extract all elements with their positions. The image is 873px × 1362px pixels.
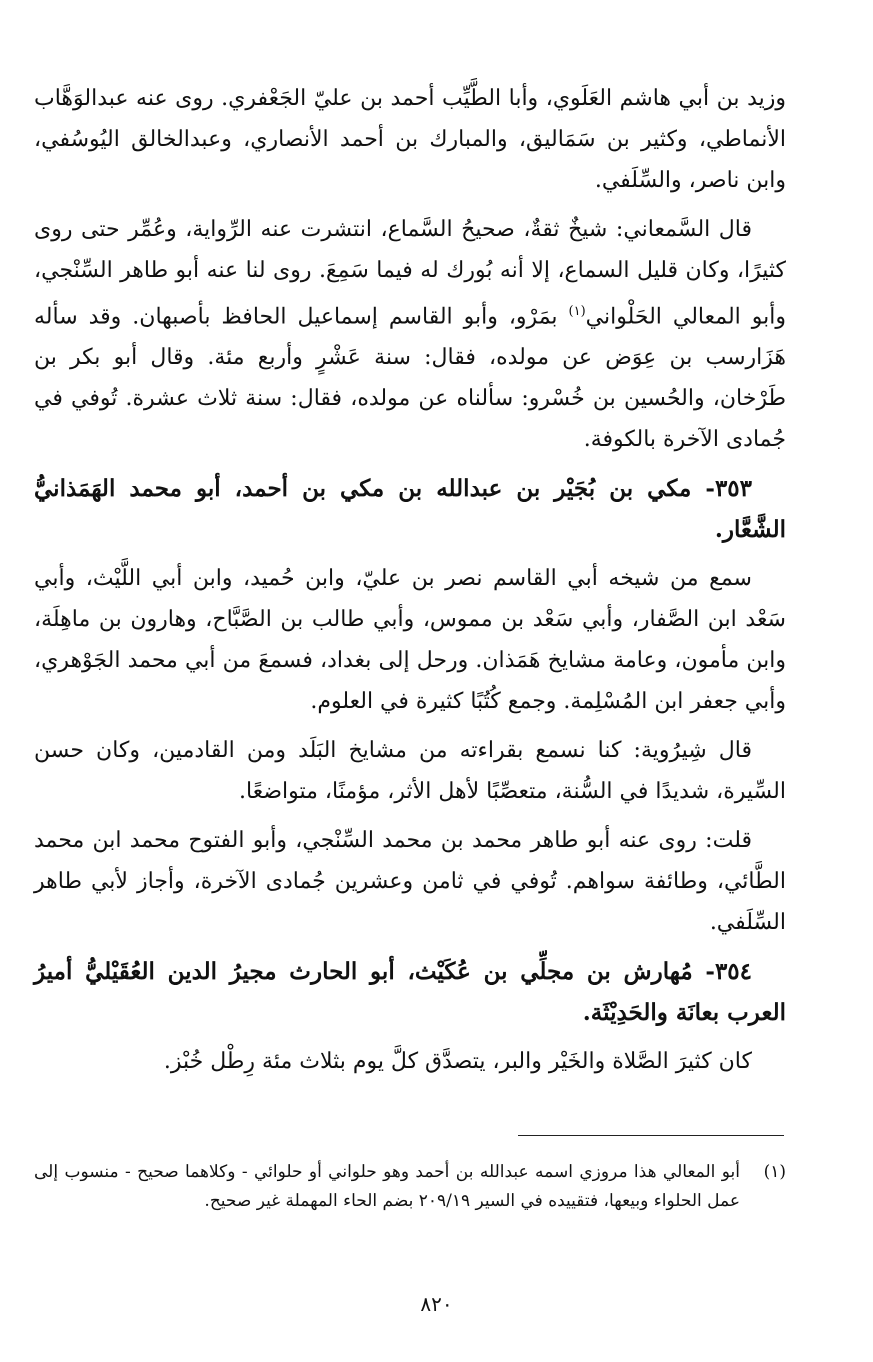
paragraph-2 [34, 209, 786, 460]
paragraph-1: وزيد بن أبي هاشم العَلَوي، وأبا الطَّيِّب أحمد بن عليّ الجَعْفري. روى عنه عبدالوَهَّاب الأنماطي، وكثير بن سَمَاليق، والمبارك بن أحمد الأنصاري، وعبدالخالق اليُوسُفي، وابن ناصر، والسِّلَفي. [34, 86, 786, 193]
main-text [34, 78, 786, 1090]
paragraph-6: كان كثيرَ الصَّلاة والخَيْر والبر، يتصدَّق كلَّ يوم بثلاث مئة رِطْل خُبْز. [163, 1049, 752, 1075]
paragraph-5: قلت: روى عنه أبو طاهر محمد بن محمد السِّنْجي، وأبو الفتوح محمد ابن محمد الطَّائي، وطائفة سواهم. تُوفي في ثامن وعشرين جُمادى الآخرة، وأجاز لأبي طاهر السِّلَفي. [34, 828, 786, 936]
paragraph-2-text-a: قال السَّمعاني: شيخٌ ثقةٌ، صحيحُ السَّماع، انتشرت عنه الرِّواية، وعُمِّر حتى روى كثيرًا، وكان قليل السماع، إلا أنه بُورك له فيما سَمِعَ. روى لنا عنه أبو طاهر السِّنْجي، وأبو المعالي الحَلْواني [34, 217, 786, 330]
entry-354-heading: ٣٥٤- مُهارش بن مجلِّي بن عُكَيْث، أبو الحارث مجيرُ الدين العُقَيْليُّ أميرُ العرب بعانَة والحَدِيْثَة. [34, 958, 786, 1027]
page-number: ٨٢٠ [420, 1292, 453, 1316]
paragraph-3: سمع من شيخه أبي القاسم نصر بن عليّ، وابن حُميد، وابن أبي اللَّيْث، وأبي سَعْد ابن الصَّفار، وأبي سَعْد بن مموس، وأبي طالب بن الصَّبَّاح، وهارون بن ماهِلَة، وابن مأمون، وعامة مشايخ هَمَذان. ورحل إلى بغداد، فسمعَ من أبي محمد الجَوْهري، وأبي جعفر ابن المُسْلِمة. وجمع كُتُبًا كثيرة في العلوم. [34, 566, 786, 715]
footnote-text: أبو المعالي هذا مروزي اسمه عبدالله بن أحمد وهو حلواني أو حلوائي - وكلاهما صحيح - منسوب إلى عمل الحلواء وبيعها، فتقييده في السير ٢٠٩/١٩ بضم الحاء المهملة غير صحيح. [34, 1162, 740, 1211]
footnote-mark: (١) [763, 1162, 786, 1182]
footnote-divider [518, 1135, 784, 1136]
footnote [34, 1158, 786, 1216]
footnote-reference[interactable]: (١) [568, 304, 586, 319]
paragraph-2-text-b: بمَرْو، وأبو القاسم إسماعيل الحافظ بأصبهان. وقد سأله هَزَارسب بن عِوَض عن مولده، فقال: سنة عَشْرٍ وأربع مئة. وقال أبو بكر بن طَرْخان، والحُسين بن خُسْرو: سألناه عن مولده، فقال: سنة ثلاث عشرة. تُوفي في جُمادى الآخرة بالكوفة. [34, 304, 786, 453]
entry-353-heading: ٣٥٣- مكي بن بُجَيْر بن عبدالله بن مكي بن أحمد، أبو محمد الهَمَذانيُّ الشَّعَّار. [34, 475, 786, 544]
paragraph-4: قال شِيرُوية: كنا نسمع بقراءته من مشايخ البَلَد ومن القادمين، وكان حسن السِّيرة، شديدًا في السُّنة، متعصِّبًا لأهل الأثر، مؤمنًا، متواضعًا. [34, 738, 786, 805]
